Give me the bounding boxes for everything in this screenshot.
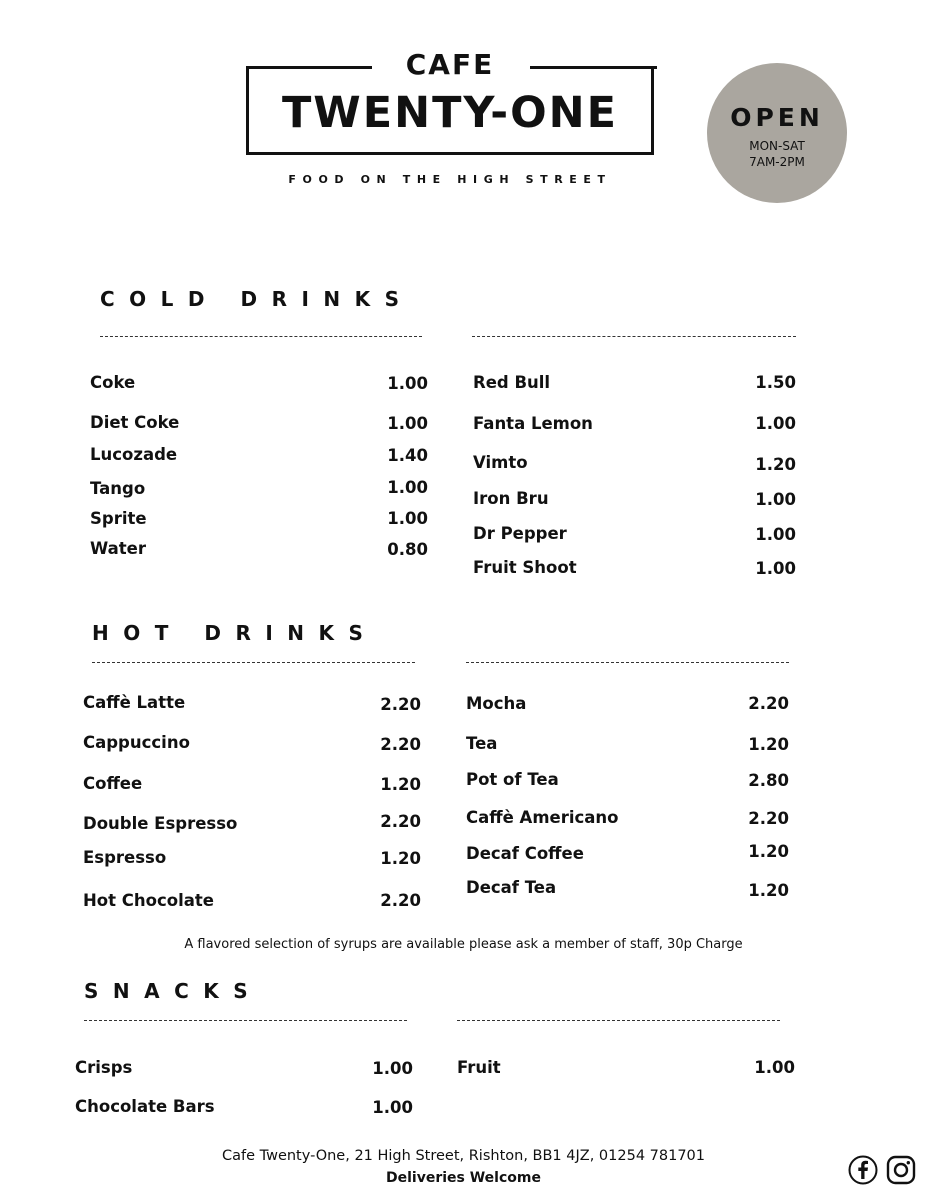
menu-item: Cappuccino	[83, 733, 190, 752]
menu-item-price: 1.00	[755, 490, 796, 509]
hot-divider-left	[92, 662, 415, 663]
menu-item: Fruit	[457, 1058, 501, 1077]
menu-item-price: 2.80	[748, 771, 789, 790]
snacks-title: SNACKS	[84, 979, 263, 1003]
menu-item: Pot of Tea	[466, 770, 559, 789]
menu-item-price: 1.00	[387, 374, 428, 393]
menu-item-price: 2.20	[380, 735, 421, 754]
menu-item-price: 1.00	[755, 414, 796, 433]
cold-drinks-title: COLD DRINKS	[100, 287, 414, 311]
menu-item: Lucozade	[90, 445, 178, 464]
menu-item-price: 1.20	[380, 775, 421, 794]
menu-item-price: 2.20	[748, 694, 789, 713]
menu-item: Decaf Coffee	[466, 844, 584, 863]
menu-item: Chocolate Bars	[75, 1097, 215, 1116]
menu-item-price: 1.20	[748, 842, 789, 861]
open-badge-title: OPEN	[730, 103, 824, 132]
menu-item: Decaf Tea	[466, 878, 557, 897]
menu-item-price: 1.00	[387, 478, 428, 497]
cold-divider-left	[100, 336, 422, 337]
menu-item-price: 2.20	[380, 695, 421, 714]
menu-item-price: 1.00	[754, 1058, 795, 1077]
menu-item-price: 1.00	[372, 1098, 413, 1117]
menu-item: Red Bull	[473, 373, 551, 392]
cold-divider-right	[472, 336, 796, 337]
menu-item-price: 1.00	[387, 414, 428, 433]
menu-item: Dr Pepper	[473, 524, 567, 543]
menu-item: Double Espresso	[83, 814, 238, 833]
hot-drinks-title: HOT DRINKS	[92, 621, 378, 645]
menu-item: Diet Coke	[90, 413, 180, 432]
menu-item-price: 2.20	[380, 812, 421, 831]
menu-item-price: 2.20	[380, 891, 421, 910]
footer-address: Cafe Twenty-One, 21 High Street, Rishton, BB1 4JZ, 01254 781701	[221, 1148, 706, 1164]
menu-item: Coke	[90, 373, 136, 392]
menu-item: Fanta Lemon	[473, 414, 593, 433]
logo-cafe-text: CAFE	[405, 48, 495, 81]
menu-item-price: 1.00	[387, 509, 428, 528]
menu-item-price: 1.20	[748, 735, 789, 754]
menu-item-price: 1.20	[755, 455, 796, 474]
menu-item: Water	[90, 539, 146, 558]
facebook-icon[interactable]	[848, 1155, 878, 1185]
menu-item-price: 1.00	[755, 559, 796, 578]
snacks-divider-left	[84, 1020, 407, 1021]
menu-item-price: 1.00	[372, 1059, 413, 1078]
menu-item: Iron Bru	[473, 489, 549, 508]
instagram-icon[interactable]	[886, 1155, 916, 1185]
open-badge-hours: 7AM-2PM	[749, 155, 805, 169]
menu-item: Vimto	[473, 453, 528, 472]
footer-deliveries: Deliveries Welcome	[386, 1170, 541, 1186]
menu-item-price: 1.20	[380, 849, 421, 868]
menu-item: Sprite	[90, 509, 147, 528]
menu-item: Espresso	[83, 848, 167, 867]
open-badge-days: MON-SAT	[749, 139, 805, 153]
menu-item: Crisps	[75, 1058, 133, 1077]
menu-item: Fruit Shoot	[473, 558, 577, 577]
menu-item-price: 2.20	[748, 809, 789, 828]
logo-title: TWENTY-ONE	[281, 88, 619, 138]
menu-item-price: 1.20	[748, 881, 789, 900]
menu-item: Caffè Latte	[83, 693, 186, 712]
menu-item: Tango	[90, 479, 146, 498]
snacks-divider-right	[457, 1020, 780, 1021]
tagline: FOOD ON THE HIGH STREET	[288, 173, 612, 186]
menu-item-price: 0.80	[387, 540, 428, 559]
menu-item-price: 1.00	[755, 525, 796, 544]
menu-item: Coffee	[83, 774, 143, 793]
menu-item: Tea	[466, 734, 498, 753]
menu-item: Caffè Americano	[466, 808, 619, 827]
open-hours-badge	[707, 63, 847, 203]
menu-item: Hot Chocolate	[83, 891, 214, 910]
menu-item: Mocha	[466, 694, 527, 713]
menu-item-price: 1.50	[755, 373, 796, 392]
menu-item-price: 1.40	[387, 446, 428, 465]
syrup-note: A flavored selection of syrups are available please ask a member of staff, 30p Charge	[184, 937, 743, 952]
hot-divider-right	[466, 662, 789, 663]
